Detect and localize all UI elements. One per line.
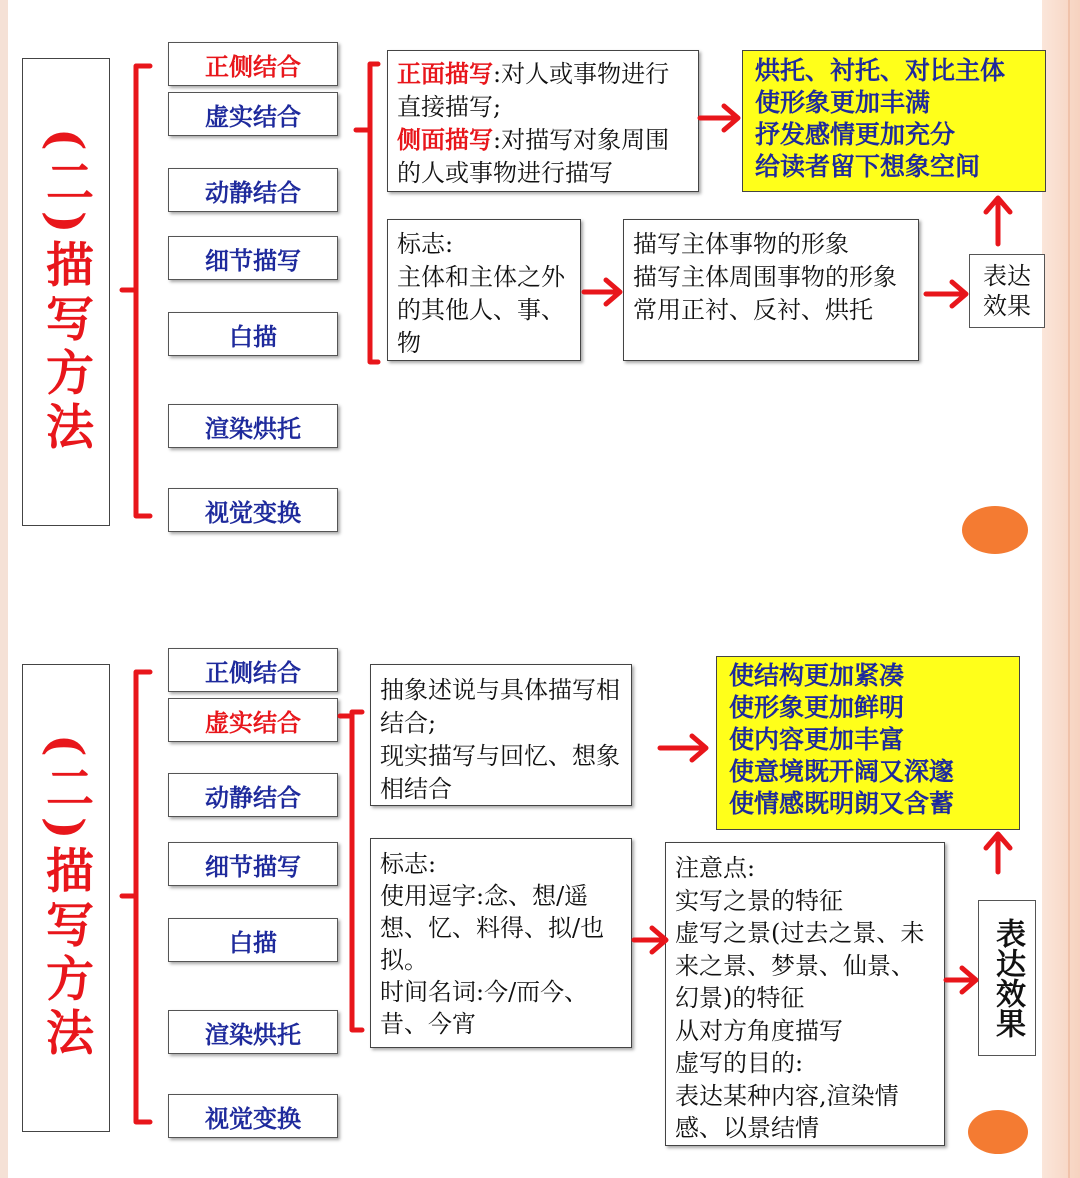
effect-item: 抒发感情更加充分 xyxy=(755,120,956,149)
method-xuanran: 渲染烘托 xyxy=(168,404,338,448)
method-dongjing: 动静结合 xyxy=(168,168,338,212)
method-xijie: 细节描写 xyxy=(168,842,338,886)
method-shijue: 视觉变换 xyxy=(168,1094,338,1138)
method-baimiao: 白描 xyxy=(168,918,338,962)
arrow-right xyxy=(634,928,666,952)
method-xuanran: 渲染烘托 xyxy=(168,1010,338,1054)
arrow-right xyxy=(926,282,966,306)
effect-label: 表达效果 xyxy=(990,918,1025,1038)
method-zhengce: 正侧结合 xyxy=(168,42,338,86)
effect-item: 使情感既明朗又含蓄 xyxy=(729,789,955,818)
method-dongjing: 动静结合 xyxy=(168,773,338,817)
detail-bracket xyxy=(370,64,378,362)
definition-desc-front: :对人或事物进行直接描写; xyxy=(397,60,670,121)
arrow-right xyxy=(660,736,706,760)
arrow-up xyxy=(986,834,1010,872)
marker-text: 标志: 使用逗字:念、想/遥想、忆、料得、拟/也拟。 时间名词:今/而今、昔、今宵 xyxy=(380,850,605,1038)
effect-item: 使结构更加紧凑 xyxy=(729,661,905,690)
effect-item: 给读者留下想象空间 xyxy=(755,152,981,181)
detail-bracket xyxy=(352,712,362,1030)
definition-term-front: 正面描写 xyxy=(397,60,493,88)
definition-desc-side: :对描写对象周围的人或事物进行描写 xyxy=(397,126,670,187)
effect-item: 使形象更加鲜明 xyxy=(729,693,905,722)
effect-item: 使内容更加丰富 xyxy=(729,725,905,754)
method-xushi: 虚实结合 xyxy=(168,92,338,136)
method-zhengce: 正侧结合 xyxy=(168,648,338,692)
method-xijie: 细节描写 xyxy=(168,236,338,280)
effect-label: 表达效果 xyxy=(983,262,1031,320)
effect-item: 使意境既开阔又深邃 xyxy=(729,757,955,786)
effect-item: 使形象更加丰满 xyxy=(755,88,931,117)
middle-text: 描写主体事物的形象 描写主体周围事物的形象 常用正衬、反衬、烘托 xyxy=(633,230,897,324)
notes-text: 注意点: 实写之景的特征 虚写之景(过去之景、未来之景、梦景、仙景、幻景)的特征 从对方角度描写 虚写的目的: 表达某种内容,渲染情感、以景结情 xyxy=(675,854,925,1142)
effect-item: 烘托、衬托、对比主体 xyxy=(755,56,1006,85)
arrow-right xyxy=(946,968,976,992)
method-baimiao: 白描 xyxy=(168,312,338,356)
definition-text: 抽象述说与具体描写相结合; 现实描写与回忆、想象相结合 xyxy=(380,676,620,803)
method-shijue: 视觉变换 xyxy=(168,488,338,532)
arrow-right xyxy=(584,280,620,304)
definition-term-side: 侧面描写 xyxy=(397,126,493,154)
marker-text: 标志: 主体和主体之外的其他人、事、物 xyxy=(397,230,565,357)
arrow-up xyxy=(986,198,1010,244)
section-title: (二)描写方法 xyxy=(37,734,94,1062)
arrow-right xyxy=(700,106,738,130)
method-xushi: 虚实结合 xyxy=(168,698,338,742)
section-title: (二)描写方法 xyxy=(37,128,94,456)
